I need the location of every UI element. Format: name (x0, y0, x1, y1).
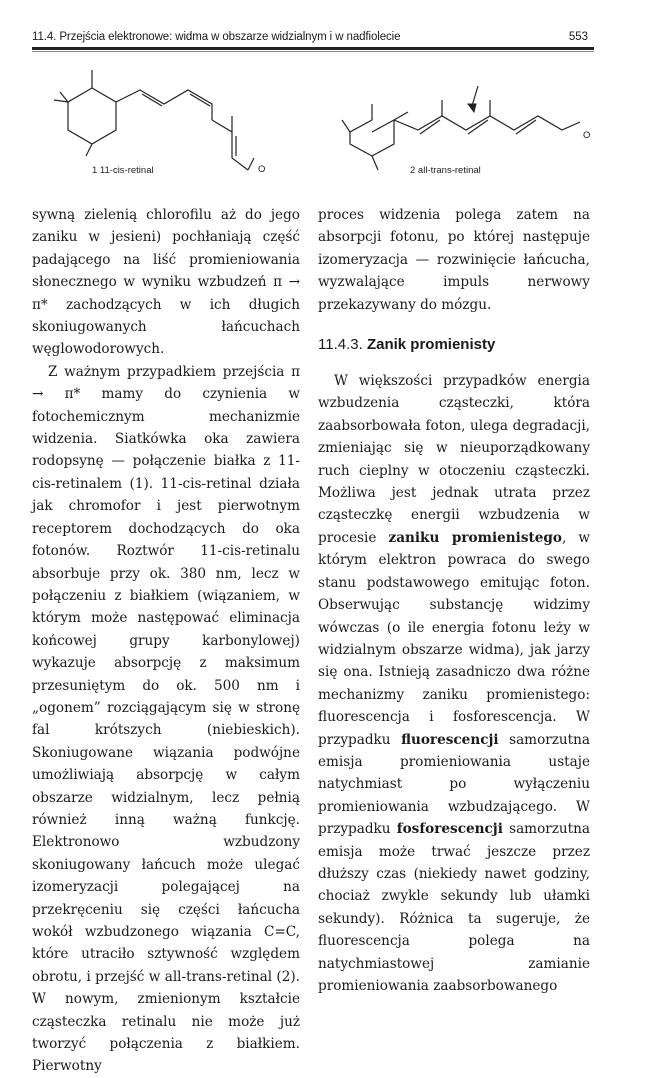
header-rule-thin (32, 51, 594, 52)
term-fluorescence: fluorescencji (401, 731, 499, 748)
section-number: 11.4.3. (318, 336, 363, 354)
mol2-oxygen: O (583, 130, 591, 141)
left-paragraph-2: Z ważnym przypadkiem przejścia π → π* mamy do czynienia w fotochemicznym mechanizmie widzenia. Siatkówka oka zawiera rodopsynę — połączenie białka z 11-cis-retinalem (1). 11-cis-retinal działa jak chromofor i jest pierwotnym receptorem dochodzących do oka fotonów. Roztwór 11-cis-retinalu absorbuje przy ok. 380 nm, lecz w połączeniu z białkiem (wiązaniem, w którym może następować eliminacja końcowej grupy karbonylowej) wykazuje absorpcję z maksimum przesuniętym do ok. 500 nm i „ogonem” rozciągającym się w stronę fal krótszych (niebieskich). Skoniugowane wiązania podwójne umożliwiają absorpcję w całym obszarze widzialnym, lecz pełnią również inną ważną funkcję. Elektronowo wzbudzony skoniugowany łańcuch może ulegać izomeryzacji polegającej na przekręceniu się części łańcucha wokół wzbudzonego wiązania C=C, które utraciło sztywność względem obrotu, i przejść w all-trans-retinal (2). W nowym, zmienionym kształcie cząsteczka retinalu nie może już tworzyć połączenia z białkiem. Pierwotny (32, 363, 300, 1075)
term-radiative-decay: zaniku promienistego (388, 529, 562, 546)
molecule-11-cis-retinal (54, 70, 254, 170)
running-header (32, 28, 594, 48)
molecule-all-trans-retinal (342, 100, 580, 170)
mol1-label: 1 11-cis-retinal (92, 165, 154, 176)
p2-text-a: W większości przypadków energia wzbudzenia cząsteczki, która zaabsorbowała foton, ulega degradacji, zmieniając się w nieuporządkowany ruch cieplny w otoczeniu cząsteczki. Możliwa jest jednak utrata przez cząsteczkę energii wzbudzenia w procesie (318, 373, 590, 546)
left-column (32, 204, 300, 1078)
mol1-oxygen: O (258, 164, 266, 175)
structure-drawings (32, 60, 594, 190)
right-paragraph-2 (318, 370, 590, 997)
arrow-icon (468, 86, 478, 112)
mol2-label: 2 all-trans-retinal (410, 165, 481, 176)
section-heading (318, 334, 590, 356)
header-title: 11.4. Przejścia elektronowe: widma w obszarze widzialnym i w nadfiolecie (32, 31, 401, 43)
section-title: Zanik promienisty (366, 336, 496, 354)
header-rule (32, 47, 594, 50)
retinal-figure (32, 60, 594, 190)
p2-text-c: samorzutna emisja promieniowania ustaje natychmiast po wyłączeniu promieniowania wzbudzającego. W przypadku (318, 731, 590, 838)
p2-text-b: , w którym elektron powraca do swego stanu podstawowego emitując foton. Obserwując substancję widzimy wówczas (o ile energia fotonu leży w widzialnym obszarze widma), jak jarzy się ona. Istnieją zasadniczo dwa różne mechanizmy zaniku promienistego: fluorescencja i fosforescencja. W przypadku (318, 529, 591, 748)
left-paragraph-1: sywną zielenią chlorofilu aż do jego zaniku w jesieni) pochłaniają część padającego na liść promieniowania słonecznego w wyniku wzbudzeń π → π* zachodzących w ich długich skoniugowanych łańcuchach węglowodorowych. (32, 207, 300, 358)
p2-text-d: samorzutna emisja może trwać jeszcze przez dłuższy czas (niekiedy nawet godziny, chociaż zwykle sekundy lub ułamki sekundy). Różnica ta sugeruje, że fluorescencja polega na natychmiastowej zamianie promieniowania zaabsorbowanego (318, 821, 590, 994)
term-phosphorescence: fosforescencji (396, 821, 503, 838)
right-paragraph-1: proces widzenia polega zatem na absorpcji fotonu, po której następuje izomeryzacja — rozwinięcie łańcucha, wyzwalające impuls nerwowy przekazywany do mózgu. (318, 207, 590, 313)
page-number: 553 (568, 31, 588, 43)
right-column (318, 204, 590, 997)
